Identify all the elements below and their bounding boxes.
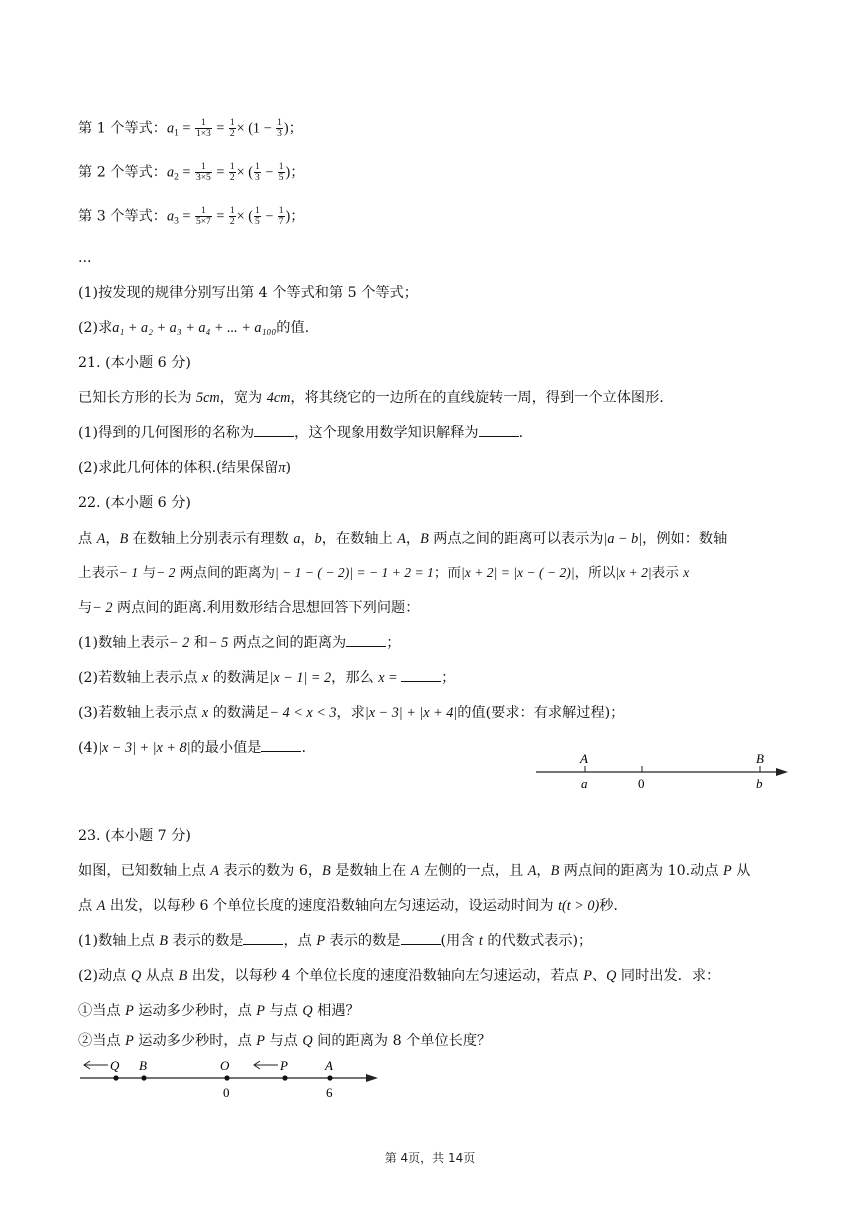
label-O: O xyxy=(220,1058,230,1073)
question-20-1: (1)按发现的规律分别写出第 4 个等式和第 5 个等式； xyxy=(78,285,418,301)
problem-21-q2: (2)求此几何体的体积.(结果保留π) xyxy=(78,460,292,476)
equation-label: 第 3 个等式： xyxy=(78,208,167,225)
problem-21-title: 21. (本小题 6 分) xyxy=(78,355,191,371)
answer-blank xyxy=(261,738,301,752)
times: × (1 − xyxy=(236,120,276,137)
fraction: $\frac{1}{3\times 5}$ xyxy=(195,162,211,183)
problem-21-stem: 已知长方形的长为 5cm，宽为 4cm，将其绕它的一边所在的直线旋转一周，得到一个立体图形. xyxy=(78,390,664,406)
label-B: B xyxy=(756,751,764,766)
problem-23-q2: (2)动点 Q 从点 B 出发，以每秒 4 个单位长度的速度沿数轴向左匀速运动，若点 P、Q 同时出发．求： xyxy=(78,968,721,984)
arrow-icon xyxy=(776,768,788,776)
problem-22-line1: 点 A，B 在数轴上分别表示有理数 a，b，在数轴上 A，B 两点之间的距离可以表示为|a − b|，例如：数轴 xyxy=(78,531,728,547)
fraction: $\frac{1}{5}$ xyxy=(254,206,260,227)
label-P: P xyxy=(280,1058,288,1073)
close-paren: )； xyxy=(285,164,305,181)
close-paren: )； xyxy=(283,120,303,137)
var-a: a xyxy=(166,208,175,225)
fraction: $\frac{1}{2}$ xyxy=(229,118,235,139)
ellipsis: ... xyxy=(78,250,92,266)
label-Q: Q xyxy=(110,1058,120,1073)
times: × ( xyxy=(236,208,253,225)
fraction: $\frac{1}{2}$ xyxy=(229,206,235,227)
number-line-figure-23 xyxy=(76,1052,386,1104)
equals: = xyxy=(178,164,194,181)
label-A: A xyxy=(325,1058,333,1073)
point-O xyxy=(224,1075,229,1080)
equals: = xyxy=(178,120,194,137)
point-Q xyxy=(113,1075,118,1080)
minus: − xyxy=(261,164,277,181)
close-paren: )； xyxy=(285,208,305,225)
fraction: $\frac{1}{5}$ xyxy=(278,162,284,183)
answer-blank xyxy=(346,633,386,647)
answer-blank xyxy=(479,423,519,437)
fraction: $\frac{1}{5\times 7}$ xyxy=(195,206,211,227)
problem-23-q1: (1)数轴上点 B 表示的数是 ，点 P 表示的数是 (用含 t 的代数式表示)； xyxy=(78,933,593,949)
problem-23-line1: 如图，已知数轴上点 A 表示的数为 6，B 是数轴上在 A 左侧的一点，且 A，B 两点间的距离为 10.动点 P 从 xyxy=(78,863,751,879)
answer-blank xyxy=(401,668,441,682)
var-a: a xyxy=(166,164,175,181)
minus: − xyxy=(261,208,277,225)
circled-number: ① xyxy=(78,1003,93,1019)
problem-22-title: 22. (本小题 6 分) xyxy=(78,495,191,511)
equals: = xyxy=(212,164,228,181)
equation-label: 第 2 个等式： xyxy=(78,164,167,181)
fraction: $\frac{1}{3}$ xyxy=(277,118,282,139)
number-line-figure-22 xyxy=(530,748,792,796)
label-b: b xyxy=(756,776,763,791)
problem-22-q1: (1)数轴上表示− 2 和− 5 两点之间的距离为 ； xyxy=(78,635,401,651)
problem-23-sub1: ①当点 P 运动多少秒时，点 P 与点 Q 相遇？ xyxy=(78,1003,360,1019)
subscript: 3 xyxy=(174,216,179,227)
question-20-2: (2)求a₁ + a₂ + a₃ + a₄ + ... + a₁₀₀的值. xyxy=(78,320,310,336)
problem-23-title: 23. (本小题 7 分) xyxy=(78,828,191,844)
circled-number: ② xyxy=(78,1033,93,1049)
arrow-icon xyxy=(366,1074,378,1082)
equals: = xyxy=(178,208,194,225)
problem-23-sub2: ②当点 P 运动多少秒时，点 P 与点 Q 间的距离为 8 个单位长度？ xyxy=(78,1033,492,1049)
equation-label: 第 1 个等式： xyxy=(78,120,167,137)
label-zero: 0 xyxy=(223,1085,230,1100)
label-zero: 0 xyxy=(638,776,645,791)
equation-1 xyxy=(78,118,303,144)
point-P xyxy=(282,1075,287,1080)
times: × ( xyxy=(236,164,253,181)
problem-22-line2: 上表示− 1 与− 2 两点间的距离为| − 1 − ( − 2)| = − 1 + 2 = 1；而|x + 2| = |x − ( − 2)|，所以|x + 2|表示 x xyxy=(78,565,690,581)
label-six: 6 xyxy=(326,1085,333,1100)
equals: = xyxy=(212,208,228,225)
fraction: $\frac{1}{1\times 3}$ xyxy=(195,118,211,139)
problem-22-q2: (2)若数轴上表示点 x 的数满足|x − 1| = 2，那么 x = ； xyxy=(78,670,456,686)
fraction: $\frac{1}{7}$ xyxy=(278,206,284,227)
label-a: a xyxy=(581,776,588,791)
page-footer: 第 4页，共 14页 xyxy=(384,1151,476,1165)
equation-3 xyxy=(78,206,304,232)
label-A: A xyxy=(580,751,588,766)
problem-22-q3: (3)若数轴上表示点 x 的数满足− 4 < x < 3，求|x − 3| + |x + 4|的值(要求：有求解过程)； xyxy=(78,705,625,721)
equals: = xyxy=(212,120,228,137)
subscript: 2 xyxy=(174,172,179,183)
problem-22-line3: 与− 2 两点间的距离.利用数形结合思想回答下列问题： xyxy=(78,600,420,616)
sum-expression: a₁ + a₂ + a₃ + a₄ + ... + a₁₀₀ xyxy=(112,320,277,336)
answer-blank xyxy=(401,931,441,945)
problem-22-q4: (4)|x − 3| + |x + 8|的最小值是 . xyxy=(78,740,306,756)
point-A xyxy=(327,1075,332,1080)
answer-blank xyxy=(243,931,283,945)
point-B xyxy=(141,1075,146,1080)
fraction: $\frac{1}{2}$ xyxy=(229,162,235,183)
equation-2 xyxy=(78,162,304,188)
label-B: B xyxy=(139,1058,147,1073)
var-a: a xyxy=(166,120,175,137)
fraction: $\frac{1}{3}$ xyxy=(254,162,260,183)
problem-23-line2: 点 A 出发，以每秒 6 个单位长度的速度沿数轴向左匀速运动，设运动时间为 t(t > 0)秒. xyxy=(78,898,618,914)
answer-blank xyxy=(254,423,294,437)
subscript: 1 xyxy=(174,128,179,139)
problem-21-q1: (1)得到的几何图形的名称为 ，这个现象用数学知识解释为 . xyxy=(78,425,524,441)
